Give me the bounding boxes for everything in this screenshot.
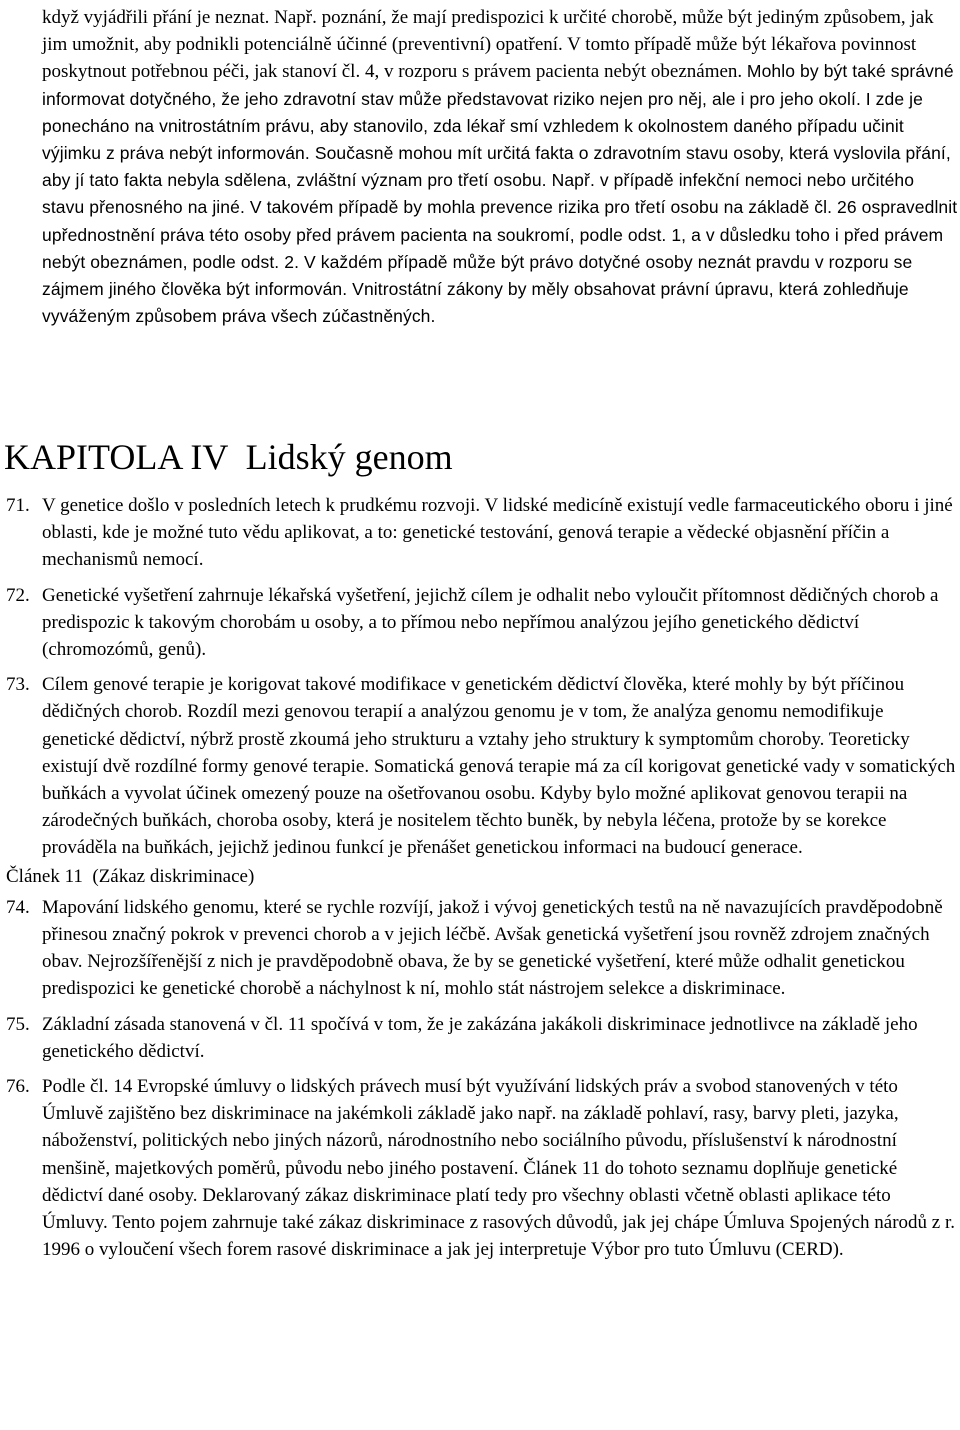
intro-sentence-2: Mohlo by být také správné informovat dotyčného, že jeho zdravotní stav může představovat riziko nejen pro něj, ale i pro jeho okolí. (42, 61, 954, 109)
paragraph-text: Mapování lidského genomu, které se rychle rozvíjí, jakož i vývoj genetických testů na ně navazujících pravděpodobně přinesou značný pokrok v prevenci chorob a v jejich léčbě. Avšak genetická vyšetření jsou rovněž zdrojem značných obav. Nejrozšířenější z nich je pravděpodobně obava, že by se genetické vyšetření, které může odhalit genetickou predispozici ke genetické chorobě a náchylnost k ní, mohlo stát nástrojem selekce a diskriminace. (42, 896, 943, 1000)
paragraph-text: Podle čl. 14 Evropské úmluvy o lidských právech musí být využívání lidských práv a svobod stanovených v této Úmluvě zajištěno bez diskriminace na jakémkoli základě jako např. na základě pohlaví, rasy, barvy pleti, jazyka, náboženství, politických nebo jiných názorů, národnostního nebo sociálního původu, příslušenství k národnostní menšině, majetkových poměrů, původu nebo jiného postavení. Článek 11 do tohoto seznamu doplňuje genetické dědictví dané osoby. Deklarovaný zákaz diskriminace platí tedy pro všechny oblasti včetně oblasti aplikace této Úmluvy. Tento pojem zahrnuje také zákaz diskriminace z rasových důvodů, jak jej chápe Úmluva Spojených národů z r. 1996 o vyloučení všech forem rasové diskriminace a jak jej interpretuje Výbor pro tuto Úmluvu (CERD). (42, 1076, 956, 1261)
article-heading: Článek 11 (Zákaz diskriminace) (6, 865, 255, 887)
paragraph-text: V genetice došlo v posledních letech k prudkému rozvoji. V lidské medicíně existují vedle farmaceutického oboru i jiné oblasti, kde je možné tuto vědu aplikovat, a to: genetické testování, genová terapie a vědecké objasnění příčin a mechanismů nemocí. (42, 495, 953, 571)
paragraph-text: Genetické vyšetření zahrnuje lékařská vyšetření, jejichž cílem je odhalit nebo vyloučit přítomnost dědičných chorob a predispozic k takovým chorobám u osoby, a to přímou nebo nepřímou analýzou jejího genetického dědictví (chromozómů, genů). (42, 584, 939, 661)
paragraph-number: 76. (6, 1076, 30, 1098)
paragraph-text: Základní zásada stanovená v čl. 11 spočívá v tom, že je zakázána jakákoli diskriminace jednotlivce na základě jeho genetického dědictví. (42, 1013, 918, 1062)
paragraph-75 (0, 1011, 958, 1065)
paragraph-number: 71. (6, 495, 30, 516)
paragraph-number: 73. (6, 674, 30, 696)
intro-sentence-1: když vyjádřili přání je neznat. Např. poznání, že mají predispozici k určité chorobě, může být jediným způsobem, jak jim umožnit, aby podnikli potenciálně účinné (preventivní) opatření. V tomto případě může být lékařova povinnost poskytnout potřebnou péči, jak stanoví čl. 4, v rozporu s právem pacienta nebýt obeznámen. (42, 7, 934, 83)
paragraph-71 (0, 492, 958, 574)
numbered-paragraphs (0, 492, 960, 1271)
paragraph-number: 75. (6, 1013, 30, 1035)
paragraph-text: Cílem genové terapie je korigovat takové modifikace v genetickém dědictví člověka, které mohly by být příčinou dědičných chorob. Rozdíl mezi genovou terapií a analýzou genomu je v tom, že analýza genomu nemodifikuje genetické dědictví, nýbrž prostě zkoumá jeho strukturu a vztahy jeho struktury k symptomům choroby. Teoreticky existují dvě rozdílné formy genové terapie. Somatická genová terapie má za cíl korigovat genetické vady v somatických buňkách a vyvolat účinek omezený pouze na ošetřovanou osobu. Kdyby bylo možné aplikovat genovou terapii na zárodečných buňkách, choroba osoby, která je nositelem těchto buněk, by nebyla léčena, protože by se korekce prováděla na buňkách, jejichž jedinou funkcí je přenášet genetickou informaci na budoucí generace. (42, 674, 956, 859)
paragraph-74 (0, 894, 958, 1003)
intro-sentence-3: I zde je ponecháno na vnitrostátním právu, aby stanovilo, zda lékař smí vzhledem k okolnostem daného případu učinit výjimku z práva nebýt informován. Současně mohou mít určitá fakta o zdravotním stavu osoby, která vyslovila přání, aby jí tato fakta nebyla sdělena, zvláštní význam pro třetí osobu. Např. v případě infekční nemoci nebo určitého stavu přenosného na jiné. V takovém případě by mohla prevence rizika pro třetí osobu na základě čl. 26 ospravedlnit upřednostnění práva této osoby před právem pacienta na soukromí, podle odst. 1, a v důsledku toho i před právem nebýt obeznámen, podle odst. 2. V každém případě může být právo dotyčné osoby neznát pravdu v rozporu se zájmem jiného člověka být informován. Vnitrostátní zákony by měly obsahovat právní úpravu, která zohledňuje vyváženým způsobem práva všech zúčastněných. (42, 88, 958, 327)
intro-paragraph (42, 4, 958, 330)
paragraph-number: 74. (6, 896, 30, 918)
chapter-heading: KAPITOLA IV Lidský genom (4, 437, 453, 477)
paragraph-76 (0, 1073, 958, 1263)
paragraph-73 (0, 671, 958, 861)
paragraph-number: 72. (6, 584, 30, 606)
paragraph-72 (0, 582, 958, 664)
